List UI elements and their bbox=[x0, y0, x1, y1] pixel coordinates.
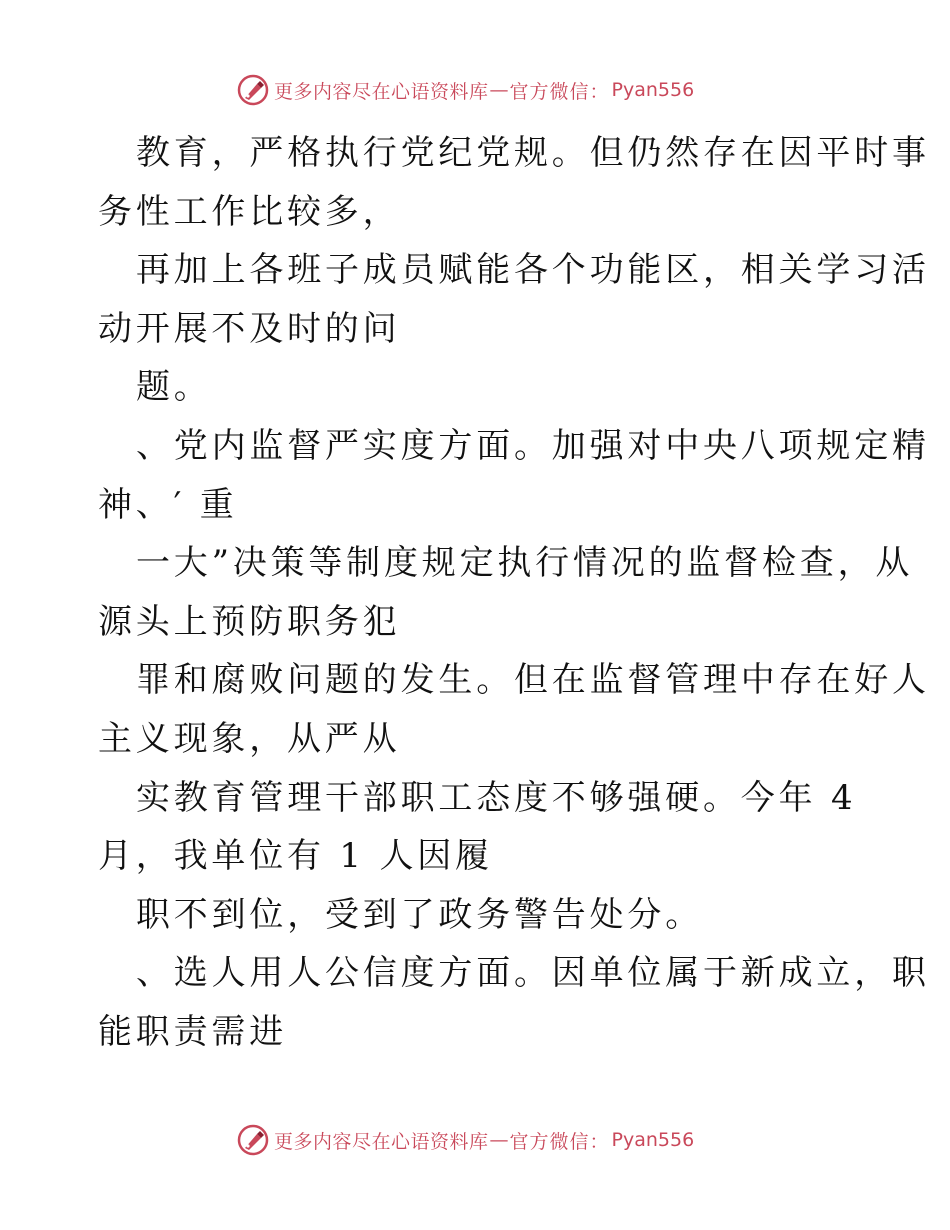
text-line: 主义现象，从严从 bbox=[98, 718, 401, 759]
watermark-dash: — bbox=[489, 1129, 509, 1151]
watermark-wechat-id: Pyan556 bbox=[611, 79, 695, 101]
watermark-official-label: 官方微信： bbox=[509, 80, 610, 103]
document-body bbox=[98, 124, 930, 1062]
watermark-brand-text: 更多内容尽在心语资料库 bbox=[274, 1130, 489, 1153]
text-line: 动开展不及时的问 bbox=[98, 308, 401, 349]
text-line: 能职责需进 bbox=[98, 1011, 287, 1052]
text-line: 、党内监督严实度方面。加强对中央八项规定精 bbox=[136, 425, 930, 466]
text-line: 罪和腐败问题的发生。但在监督管理中存在好人 bbox=[136, 660, 930, 701]
text-line: 神、′ 重 bbox=[98, 484, 238, 525]
pen-nib-logo-icon bbox=[236, 1123, 270, 1157]
text-line: 源头上预防职务犯 bbox=[98, 601, 401, 642]
text-line: 实教育管理干部职工态度不够强硬。今年 4 bbox=[136, 777, 857, 818]
footer-watermark bbox=[236, 1122, 694, 1158]
watermark-official-label: 官方微信： bbox=[509, 1130, 610, 1153]
watermark-wechat-id: Pyan556 bbox=[611, 1129, 695, 1151]
text-line: 题。 bbox=[136, 367, 212, 408]
text-line: 、选人用人公信度方面。因单位属于新成立，职 bbox=[136, 953, 930, 994]
text-line: 一大”决策等制度规定执行情况的监督检查，从 bbox=[136, 543, 914, 584]
text-line: 再加上各班子成员赋能各个功能区，相关学习活 bbox=[136, 250, 930, 291]
header-watermark bbox=[236, 72, 694, 108]
text-line: 职不到位，受到了政务警告处分。 bbox=[136, 894, 703, 935]
text-line: 务性工作比较多， bbox=[98, 191, 401, 232]
text-line: 月，我单位有 1 人因履 bbox=[98, 836, 493, 877]
watermark-brand-text: 更多内容尽在心语资料库 bbox=[274, 80, 489, 103]
pen-nib-logo-icon bbox=[236, 73, 270, 107]
text-line: 教育，严格执行党纪党规。但仍然存在因平时事 bbox=[136, 133, 930, 173]
watermark-dash: — bbox=[489, 79, 509, 101]
